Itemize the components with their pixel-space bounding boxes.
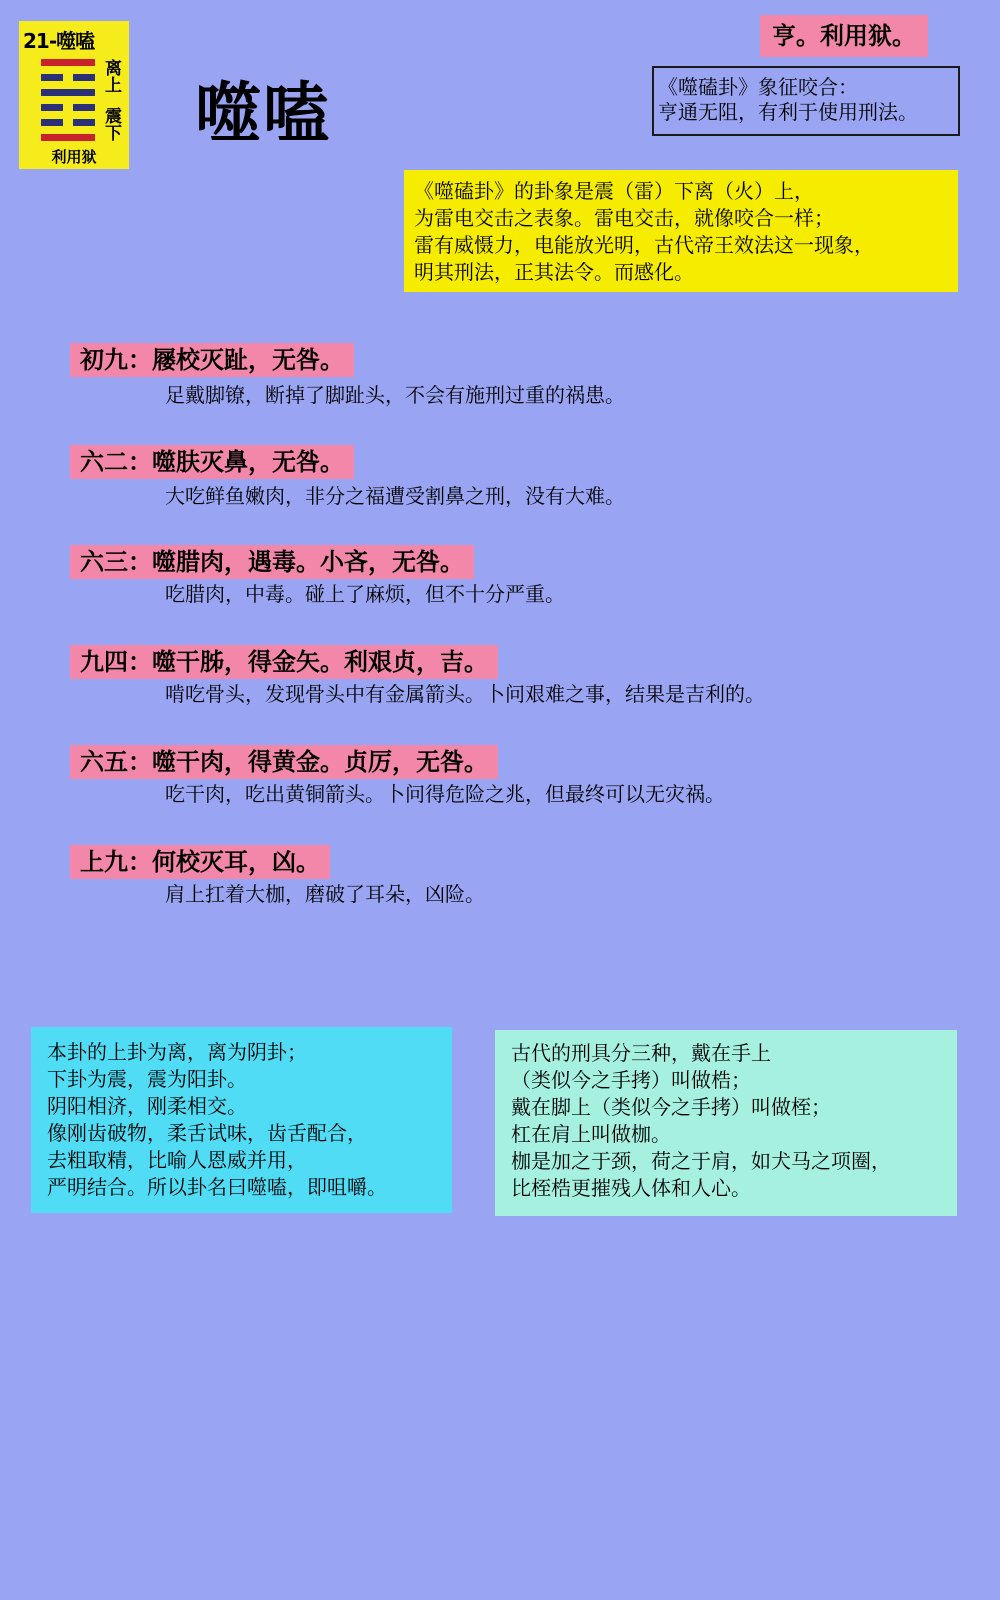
box-line: 阴阳相济，刚柔相交。	[47, 1094, 247, 1118]
line-title: 六五：噬干肉，得黄金。贞厉，无咎。	[70, 745, 498, 779]
trigram-explanation-box	[31, 1027, 452, 1213]
hexagram-line	[41, 59, 95, 66]
punishment-note-box	[495, 1030, 957, 1216]
description-line: 《噬磕卦》的卦象是震（雷）下离（火）上，	[414, 179, 814, 203]
box-line: 像刚齿破物，柔舌试味，齿舌配合，	[47, 1121, 367, 1145]
symbol-line: 亨通无阻，有利于使用刑法。	[658, 100, 918, 124]
line-title: 六二：噬肤灭鼻，无咎。	[70, 445, 354, 479]
box-line: 去粗取精，比喻人恩威并用，	[47, 1148, 307, 1172]
line-text: 吃腊肉，中毒。碰上了麻烦，但不十分严重。	[165, 582, 565, 606]
judgment-badge: 亨。利用狱。	[760, 15, 928, 57]
box-line: 比桎梏更摧残人体和人心。	[511, 1176, 751, 1200]
card-footer: 利用狱	[51, 148, 97, 166]
line-text: 大吃鲜鱼嫩肉，非分之福遭受割鼻之刑，没有大难。	[165, 484, 625, 508]
hexagram-lines	[41, 59, 95, 149]
description-line: 明其刑法，正其法令。而感化。	[414, 260, 694, 284]
hexagram-line	[41, 89, 95, 96]
box-line: 戴在脚上（类似今之手拷）叫做桎；	[511, 1095, 831, 1119]
line-text: 足戴脚镣，断掉了脚趾头，不会有施刑过重的祸患。	[165, 383, 625, 407]
page-title: 噬嗑	[195, 74, 331, 152]
upper-trigram-label: 离上	[101, 59, 121, 93]
hexagram-card	[19, 21, 129, 169]
description-box	[404, 170, 958, 292]
hexagram-line	[41, 104, 95, 111]
lower-trigram-label: 震下	[101, 107, 121, 141]
symbol-box	[652, 66, 960, 136]
line-text: 啃吃骨头，发现骨头中有金属箭头。卜问艰难之事，结果是吉利的。	[165, 682, 765, 706]
box-line: 严明结合。所以卦名曰噬嗑，即咀嚼。	[47, 1175, 387, 1199]
hexagram-line	[41, 74, 95, 81]
box-line: 下卦为震，震为阳卦。	[47, 1067, 247, 1091]
box-line: 杠在肩上叫做枷。	[511, 1122, 671, 1146]
line-text: 肩上扛着大枷，磨破了耳朵，凶险。	[165, 882, 485, 906]
line-text: 吃干肉，吃出黄铜箭头。卜问得危险之兆，但最终可以无灾祸。	[165, 782, 725, 806]
line-title: 初九：屦校灭趾，无咎。	[70, 343, 354, 377]
hexagram-number: 21-噬嗑	[23, 29, 95, 53]
description-line: 为雷电交击之表象。雷电交击，就像咬合一样；	[414, 206, 834, 230]
description-line: 雷有威慑力，电能放光明，古代帝王效法这一现象，	[414, 233, 874, 257]
hexagram-line	[41, 134, 95, 141]
box-line: 古代的刑具分三种，戴在手上	[511, 1041, 771, 1065]
line-title: 六三：噬腊肉，遇毒。小吝，无咎。	[70, 545, 474, 579]
box-line: （类似今之手拷）叫做梏；	[511, 1068, 751, 1092]
box-line: 本卦的上卦为离，离为阴卦；	[47, 1040, 307, 1064]
symbol-line: 《噬磕卦》象征咬合：	[658, 75, 858, 99]
box-line: 枷是加之于颈，荷之于肩，如犬马之项圈，	[511, 1149, 891, 1173]
hexagram-line	[41, 119, 95, 126]
line-title: 上九：何校灭耳，凶。	[70, 845, 330, 879]
line-title: 九四：噬干胏，得金矢。利艰贞，吉。	[70, 645, 498, 679]
